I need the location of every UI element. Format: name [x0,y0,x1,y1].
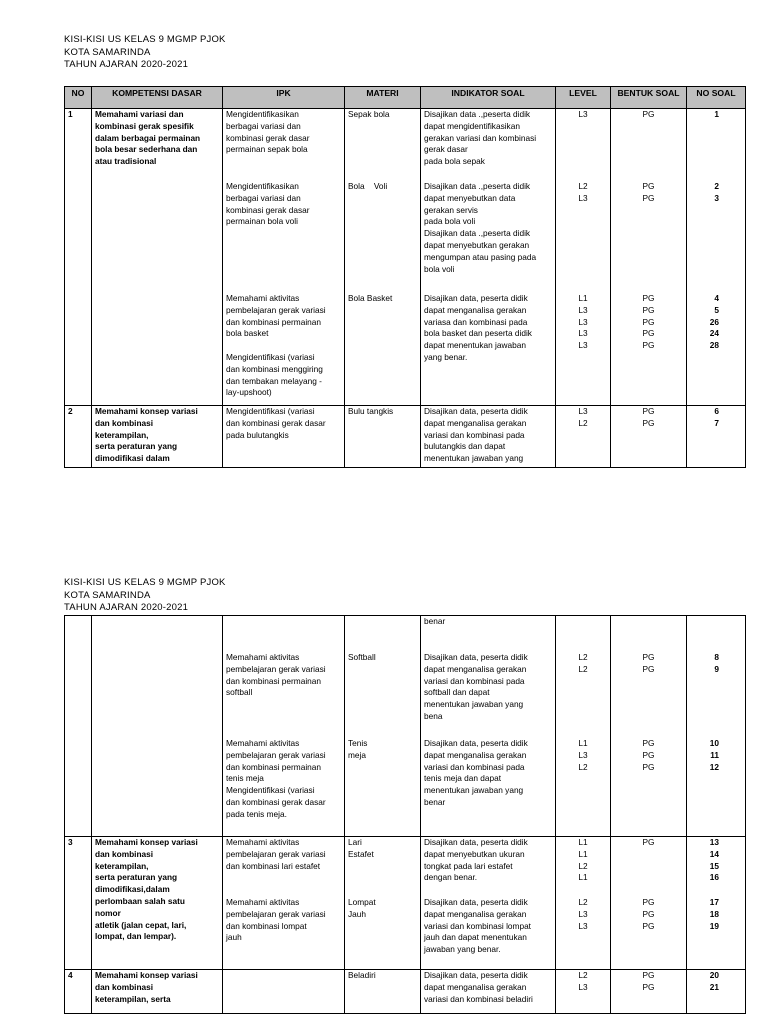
page-2-table-wrap [64,615,744,1014]
level-text: L2 L3 L3 [578,897,588,931]
kompetensi-dasar-cell [92,616,223,837]
ipk-text: Memahami aktivitas pembelajaran gerak variasi dan kombinasi lari estafet [226,837,326,871]
ipk-cell [223,837,345,970]
level-cell [556,109,611,406]
table-row [65,616,746,837]
ipk-cell [223,109,345,406]
no-soal-cell [687,970,746,1014]
materi-cell [345,109,421,406]
bentuk-text: PG PG [642,652,655,674]
materi-cell [345,837,421,970]
ipk-text: Memahami aktivitas pembelajaran gerak variasi dan kombinasi permainan softball [226,652,326,698]
indikator-text: Disajikan data, peserta didik dapat menganalisa gerakan variasa dan kombinasi pada bola basket dan peserta didik dapat menentukan jawaban yang benar. [424,293,532,362]
materi-text: Tenis meja [348,738,368,760]
nosoal-text: 6 7 [714,406,719,428]
indikator-text: Disajikan data, peserta didik dapat menganalisa gerakan variasi dan kombinasi pada bulutangkis dan dapat menentukan jawaban yang [424,406,528,464]
materi-text: Bola Basket [348,293,393,303]
materi-cell [345,970,421,1014]
col-header-indikator-soal: INDIKATOR SOAL [421,87,556,109]
ipk-text: Memahami aktivitas pembelajaran gerak variasi dan kombinasi lompat jauh [226,897,326,943]
document-header [64,34,744,72]
kisi-kisi-table-page-1 [64,86,746,468]
bentuk-soal-cell [611,837,687,970]
level-cell [556,406,611,468]
materi-cell [345,616,421,837]
col-header-no-soal: NO SOAL [687,87,746,109]
materi-text: Softball [348,652,376,662]
ipk-text: Memahami aktivitas pembelajaran gerak variasi dan kombinasi permainan tenis meja Mengidentifikasi (variasi dan kombinasi gerak dasar pada tenis meja. [226,738,326,819]
kompetensi-dasar-cell [92,837,223,970]
nosoal-text: 1 [714,109,719,119]
materi-text: Sepak bola [348,109,390,119]
level-text: L1 L3 L3 L3 L3 [578,293,588,351]
materi-text: Beladiri [348,970,376,980]
col-header-bentuk-soal: BENTUK SOAL [611,87,687,109]
level-text: L2 L3 [578,181,588,203]
document-header [64,577,744,615]
nosoal-text: 17 18 19 [709,897,719,931]
ipk-text: Mengidentifikasikan berbagai variasi dan kombinasi gerak dasar permainan sepak bola [226,109,310,155]
kisi-kisi-table-page-2 [64,615,746,1014]
indikator-text: Disajikan data, peserta didik dapat menyebutkan ukuran tongkat pada lari estafet dengan benar. [424,837,528,883]
bentuk-soal-cell [611,616,687,837]
kompetensi-dasar-text: Memahami variasi dan kombinasi gerak spesifik dalam berbagai permainan bola besar sederhana dan atau tradisional [95,109,201,167]
header-title: KISI-KISI US KELAS 9 MGMP PJOK [64,577,226,588]
ipk-text: Mengidentifikasikan berbagai variasi dan kombinasi gerak dasar permainan bola voli [226,181,310,227]
bentuk-soal-cell [611,970,687,1014]
nosoal-text: 4 5 26 24 28 [709,293,719,351]
col-header-ipk: IPK [223,87,345,109]
no-soal-cell [687,837,746,970]
indikator-text: Disajikan data .,peserta didik dapat menyebutkan data gerakan servis pada bola voli Disajikan data .,peserta didik dapat menyebutkan gerakan mengumpan atau pasing pada bola voli [424,181,537,274]
materi-cell [345,406,421,468]
col-header-materi: MATERI [345,87,421,109]
kompetensi-dasar-cell [92,970,223,1014]
indikator-text: Disajikan data, peserta didik dapat menganalisa gerakan variasi dan kombinasi beladiri [424,970,533,1004]
materi-text: Lompat Jauh [348,897,376,919]
indikator-cell [421,970,556,1014]
bentuk-text: PG PG [642,970,655,992]
indikator-cell [421,616,556,837]
page-2 [64,577,744,615]
no-soal-cell [687,616,746,837]
indikator-text: Disajikan data .,peserta didik dapat mengidentifikasikan gerakan variasi dan kombinasi gerak dasar pada bola sepak [424,109,537,167]
level-text: L2 L2 [578,652,588,674]
bentuk-text: PG [642,109,655,119]
kompetensi-dasar-cell [92,109,223,406]
header-title: KISI-KISI US KELAS 9 MGMP PJOK [64,34,226,45]
materi-text: Bola Voli [348,181,388,191]
col-header-level: LEVEL [556,87,611,109]
row-number: 4 [65,970,92,1014]
ipk-text: Memahami aktivitas pembelajaran gerak variasi dan kombinasi permainan bola basket Mengidentifikasi (variasi dan kombinasi menggiring dan tembakan melayang - lay-upshoot) [226,293,326,398]
row-number: 2 [65,406,92,468]
kompetensi-dasar-text: Memahami konsep variasi dan kombinasi keterampilan, serta peraturan yang dimodifikasi,dalam perlombaan salah satu nomor atletik (jalan cepat, lari, lompat, dan lempar). [95,837,198,942]
bentuk-soal-cell [611,109,687,406]
no-soal-cell [687,406,746,468]
indikator-cell [421,837,556,970]
nosoal-text: 20 21 [709,970,719,992]
table-row [65,406,746,468]
page-1 [64,34,744,72]
indikator-text: Disajikan data, peserta didik dapat menganalisa gerakan variasi dan kombinasi lompat jauh dan dapat menentukan jawaban yang benar. [424,897,531,955]
row-number: 3 [65,837,92,970]
indikator-text: Disajikan data, peserta didik dapat menganalisa gerakan variasi dan kombinasi pada softball dan dapat menentukan jawaban yang bena [424,652,528,721]
header-city: KOTA SAMARINDA [64,46,151,58]
table-row [65,109,746,406]
indikator-cell [421,406,556,468]
kompetensi-dasar-text: Memahami konsep variasi dan kombinasi keterampilan, serta [95,970,198,1004]
col-header-no: NO [65,87,92,109]
page-1-table-wrap [64,86,744,468]
bentuk-soal-cell [611,406,687,468]
ipk-cell [223,616,345,837]
level-text: L3 L2 [578,406,588,428]
indikator-text: Disajikan data, peserta didik dapat menganalisa gerakan variasi dan kombinasi pada tenis meja dan dapat menentukan jawaban yang benar [424,738,528,807]
indikator-text: benar [424,616,446,626]
level-text: L2 L3 [578,970,588,992]
ipk-cell [223,406,345,468]
col-header-kompetensi-dasar: KOMPETENSI DASAR [92,87,223,109]
nosoal-text: 10 11 12 [709,738,719,772]
bentuk-text: PG PG PG [642,897,655,931]
level-cell [556,837,611,970]
bentuk-text: PG PG [642,181,655,203]
header-city: KOTA SAMARINDA [64,589,151,601]
kompetensi-dasar-text: Memahami konsep variasi dan kombinasi keterampilan, serta peraturan yang dimodifikasi dalam [95,406,198,464]
table-header-row [65,87,746,109]
indikator-cell [421,109,556,406]
ipk-cell [223,970,345,1014]
materi-text: Lari Estafet [348,837,374,859]
table-row [65,970,746,1014]
ipk-text: Mengidentifikasi (variasi dan kombinasi gerak dasar pada bulutangkis [226,406,326,440]
nosoal-text: 8 9 [714,652,719,674]
nosoal-text: 2 3 [714,181,719,203]
header-year: TAHUN AJARAN 2020-2021 [64,602,189,613]
level-text: L3 [578,109,588,119]
kompetensi-dasar-cell [92,406,223,468]
bentuk-text: PG PG [642,406,655,428]
bentuk-text: PG PG PG PG PG [642,293,655,351]
bentuk-text: PG [642,837,655,847]
row-number [65,616,92,837]
row-number: 1 [65,109,92,406]
table-row [65,837,746,970]
level-cell [556,970,611,1014]
level-cell [556,616,611,837]
no-soal-cell [687,109,746,406]
materi-text: Bulu tangkis [348,406,394,416]
level-text: L1 L1 L2 L1 [578,837,588,883]
bentuk-text: PG PG PG [642,738,655,772]
header-year: TAHUN AJARAN 2020-2021 [64,59,189,70]
nosoal-text: 13 14 15 16 [709,837,719,883]
level-text: L1 L3 L2 [578,738,588,772]
